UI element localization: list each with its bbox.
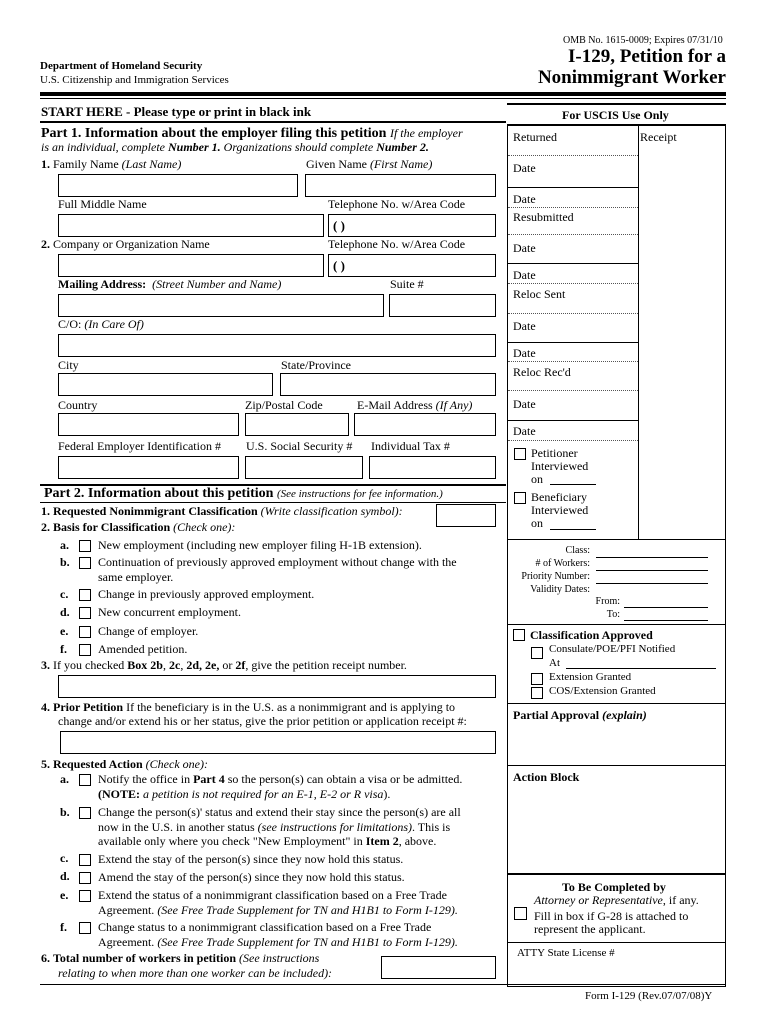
receipt-col-divider [638,125,639,539]
basis-a-letter: a. [60,538,69,552]
action-e-t2: Agreement. [98,903,155,917]
action-b-t2e: . This is [412,820,451,834]
sep-block-d [508,765,726,766]
tbc-title: To Be Completed by [562,880,666,894]
part1-note-line2 [41,140,429,155]
start-here-rule [40,121,506,123]
telephone-label: Telephone No. w/Area Code [328,197,466,211]
action-f-letter: f. [60,920,67,934]
from-line [624,607,708,608]
beneficiary-label: Beneficiary [531,490,587,504]
to-line [624,620,708,621]
reloc-sent-label: Reloc Sent [513,287,566,301]
family-name-label [41,157,181,172]
basis-e-text: Change of employer. [98,624,199,638]
omb-number: OMB No. 1615-0009; Expires 07/31/10 [563,35,723,46]
action-a-letter: a. [60,772,69,786]
tbc-line4: represent the applicant. [534,922,646,936]
basis-b-checkbox[interactable] [79,557,91,569]
p2-q4-number: 4. [41,700,50,714]
action-a-text [98,772,462,787]
from-label: From: [595,596,620,607]
sep-7b [508,440,638,441]
date-label-7: Date [513,397,536,411]
date-label-6: Date [513,346,536,360]
q4-label-text: Prior Petition [53,700,124,714]
basis-d-checkbox[interactable] [79,607,91,619]
action-b-letter: b. [60,805,70,819]
sep-5 [508,342,638,343]
p2-q5-number: 5. [41,757,50,771]
q2-basis-label [41,520,235,535]
class-line [596,557,708,558]
petitioner-interviewed-checkbox[interactable] [514,448,526,460]
action-d-letter: d. [60,869,70,883]
middle-name-input[interactable] [58,214,324,237]
agency-name: U.S. Citizenship and Immigration Services [40,74,229,86]
uscis-column [507,124,726,987]
q5-label-text: Requested Action [53,757,143,771]
action-f-text1: Change status to a nonimmigrant classification based on a Free Trade [98,920,432,934]
action-f-checkbox[interactable] [79,922,91,934]
given-name-label [306,157,432,172]
basis-b-text2: same employer. [98,570,174,584]
tbc-line2a: Attorney or Representative [534,893,663,907]
p2-q1-text: Requested Nonimmigrant Classification [53,504,258,518]
q3-c: , [162,658,166,672]
street-input[interactable] [58,294,384,317]
mailing-text: Mailing Address: [58,277,147,291]
part1-note: If the employer [389,126,463,140]
basis-e-letter: e. [60,624,69,638]
sep-block-f [508,942,726,943]
itin-label: Individual Tax # [371,439,450,453]
sep-1b [508,207,638,208]
to-label: To: [606,609,620,620]
sep-7 [508,420,638,421]
mailing-label [58,277,281,292]
footer-rule [40,984,726,985]
part2-rule-bottom [40,502,506,503]
q4-label [41,700,455,715]
p2-q3-number: 3. [41,658,50,672]
action-f-t2i: (See Free Trade Supplement for TN and H1B1 to Form I-129). [157,935,458,949]
action-c-checkbox[interactable] [79,854,91,866]
state-label: State/Province [281,358,351,372]
date-label-1: Date [513,161,536,175]
action-b-text3 [98,834,436,849]
date-label-8: Date [513,424,536,438]
given-name-hint: (First Name) [369,157,433,171]
action-f-text2 [98,935,458,950]
action-e-letter: e. [60,888,69,902]
co-label [58,317,144,332]
p2-q6-number: 6. [41,951,50,965]
classification-approved-checkbox[interactable] [513,629,525,641]
company-text: Company or Organization Name [53,237,210,251]
q3-g: or [222,658,233,672]
petition-receipt-input[interactable] [58,675,496,698]
sep-4 [508,313,638,314]
receipt-label: Receipt [640,130,677,144]
telephone-input[interactable]: ( ) [328,214,496,237]
zip-input[interactable] [245,413,349,436]
q1-classification-label [41,504,403,519]
class-label: Class: [565,545,590,556]
returned-label: Returned [513,130,557,144]
uscis-rule-top2 [507,124,726,126]
ssn-label: U.S. Social Security # [246,439,353,453]
part1-note-d: Organizations should complete [223,140,374,154]
sep-5b [508,361,638,362]
action-b-t3: available only where you check "New Employment" in [98,834,363,848]
partial-approval-label [513,708,647,723]
basis-b-text: Continuation of previously approved employment without change with the [98,555,457,569]
petitioner-on-line [550,484,596,485]
country-label: Country [58,398,98,412]
at-label: At [549,657,560,669]
ssn-input[interactable] [245,456,363,479]
classification-approved-label: Classification Approved [530,628,653,642]
p2-q2-hint: (Check one): [173,520,236,534]
validity-label: Validity Dates: [530,584,590,595]
fein-label: Federal Employer Identification # [58,439,221,453]
date-label-2: Date [513,192,536,206]
action-b-text2 [98,820,450,835]
basis-d-letter: d. [60,605,70,619]
family-name-input[interactable] [58,174,298,197]
family-name-text: Family Name [53,157,119,171]
form-footer: Form I-129 (Rev.07/07/08)Y [585,990,713,1002]
action-e-checkbox[interactable] [79,890,91,902]
q3-e: , [180,658,184,672]
beneficiary-interviewed-label: Interviewed [531,503,589,517]
priority-label: Priority Number: [521,571,590,582]
q4-text2: change and/or extend his or her status, give the prior petition or application receipt #: [58,714,467,728]
action-a-checkbox[interactable] [79,774,91,786]
sep-block-c [508,703,726,704]
q6-hint2: relating to when more than one worker can be included): [58,966,333,980]
action-c-text: Extend the stay of the person(s) since they now hold this status. [98,852,404,866]
date-label-4: Date [513,268,536,282]
date-label-5: Date [513,319,536,333]
sep-1 [508,187,638,188]
sep-3 [508,263,638,264]
state-input[interactable] [280,373,496,396]
p2-q1-hint: (Write classification symbol): [260,504,403,518]
basis-f-letter: f. [60,642,67,656]
action-b-text1: Change the person(s)' status and extend their stay since the person(s) are all [98,805,461,819]
q2-number: 2. [41,237,50,251]
header-rule-thin [40,98,726,99]
sep-block-e [507,873,726,875]
action-a-note [98,787,390,802]
city-input[interactable] [58,373,273,396]
action-b-t3e: , above. [398,834,437,848]
petitioner-label: Petitioner [531,446,578,460]
q1-number: 1. [41,157,50,171]
priority-line [596,583,708,584]
cos-granted-checkbox[interactable] [531,687,543,699]
basis-a-text: New employment (including new employer filing H-1B extension). [98,538,422,552]
form-title-line1: I-129, Petition for a [568,46,726,67]
q3-b: Box 2b [127,658,163,672]
city-label: City [58,358,79,372]
action-b-t2: now in the U.S. in another status [98,820,255,834]
basis-a-checkbox[interactable] [79,540,91,552]
basis-f-checkbox[interactable] [79,644,91,656]
consulate-notified-label: Consulate/POE/PFI Notified [549,643,676,655]
uscis-title: For USCIS Use Only [562,108,669,122]
country-input[interactable] [58,413,239,436]
beneficiary-interviewed-checkbox[interactable] [514,492,526,504]
basis-c-text: Change in previously approved employment. [98,587,315,601]
beneficiary-on-line [550,529,596,530]
tbc-line2 [534,893,699,908]
workers-label: # of Workers: [535,558,590,569]
action-e-t2i: (See Free Trade Supplement for TN and H1B1 to Form I-129). [157,903,458,917]
at-line [566,668,716,669]
q5-label [41,757,208,772]
family-name-hint: (Last Name) [121,157,182,171]
workers-line [596,570,708,571]
suite-label: Suite # [390,277,424,291]
q3-f: 2d, 2e, [186,658,220,672]
partial-text: Partial Approval [513,708,600,722]
atty-license-label: ATTY State License # [517,947,615,959]
action-a-note3: ). [383,787,391,801]
q4-text: If the beneficiary is in the U.S. as a nonimmigrant and is applying to [126,700,456,714]
q6-hint: (See instructions [239,951,320,965]
part1-note-e: Number 2. [376,140,429,154]
cos-granted-label: COS/Extension Granted [549,685,656,697]
basis-d-text: New concurrent employment. [98,605,241,619]
consulate-notified-checkbox[interactable] [531,647,543,659]
action-e-text1: Extend the status of a nonimmigrant classification based on a Free Trade [98,888,447,902]
q5-hint: (Check one): [145,757,208,771]
extension-granted-label: Extension Granted [549,671,632,683]
telephone2-label: Telephone No. w/Area Code [328,237,466,251]
start-here: START HERE - Please type or print in black ink [41,104,312,119]
action-b-t3b: Item 2 [365,834,399,848]
petitioner-interviewed-label: Interviewed [531,459,589,473]
sep-block-b [508,624,726,625]
action-a-t1: Notify the office in [98,772,191,786]
email-hint: (If Any) [435,398,473,412]
petitioner-on-label: on [531,472,543,486]
middle-name-label: Full Middle Name [58,197,147,211]
co-text: C/O: [58,317,82,331]
prior-receipt-input[interactable] [60,731,496,754]
email-text: E-Mail Address [357,398,433,412]
action-block-label: Action Block [513,770,580,784]
sep-block-a [508,539,726,540]
telephone2-input[interactable]: ( ) [328,254,496,277]
form-title-line2: Nonimmigrant Worker [537,67,726,88]
q6-text: Total number of workers in petition [53,951,237,965]
email-label [357,398,472,413]
classification-input[interactable] [436,504,496,527]
basis-e-checkbox[interactable] [79,626,91,638]
co-hint: (In Care Of) [84,317,144,331]
sep-2 [508,234,638,235]
action-a-t2: Part 4 [193,772,225,786]
part2-title: Part 2. Information about this petition [44,486,274,501]
itin-input[interactable] [369,456,496,479]
uscis-rule-top [507,103,726,105]
company-input[interactable] [58,254,324,277]
department-name: Department of Homeland Security [40,60,203,72]
q3-label [41,658,407,673]
p2-q2-text: Basis for Classification [53,520,171,534]
part1-note-b: is an individual, complete [41,140,165,154]
part1-note-c: Number 1. [167,140,221,154]
given-name-text: Given Name [306,157,367,171]
action-a-note1: (NOTE: [98,787,140,801]
email-input[interactable] [354,413,496,436]
basis-c-letter: c. [60,587,69,601]
total-workers-input[interactable] [381,956,496,979]
date-label-3: Date [513,241,536,255]
action-e-text2 [98,903,458,918]
beneficiary-on-label: on [531,516,543,530]
resubmitted-label: Resubmitted [513,210,574,224]
p2-q1-number: 1. [41,504,50,518]
reloc-recd-label: Reloc Rec'd [513,365,571,379]
action-a-t3: so the person(s) can obtain a visa or be admitted. [227,772,463,786]
partial-hint: (explain) [602,708,647,722]
action-b-checkbox[interactable] [79,807,91,819]
action-d-text: Amend the stay of the person(s) since they now hold this status. [98,870,405,884]
care-of-input[interactable] [58,334,496,357]
q3-i: , give the petition receipt number. [245,658,407,672]
q3-a: If you checked [53,658,125,672]
action-a-note2: a petition is not required for an E-1, E-2 or R visa [143,787,384,801]
q6-label [41,951,319,966]
sep-6 [508,390,638,391]
company-label [41,237,210,252]
basis-c-checkbox[interactable] [79,589,91,601]
tbc-line2b: , if any. [662,893,699,907]
part1-title: Part 1. Information about the employer filing this petition [41,126,387,141]
p2-q2-number: 2. [41,520,50,534]
q3-h: 2f [235,658,246,672]
header-rule [40,92,726,96]
basis-b-letter: b. [60,555,70,569]
action-c-letter: c. [60,851,69,865]
part2-title-hint: (See instructions for fee information.) [276,488,443,500]
suite-input[interactable] [389,294,496,317]
zip-label: Zip/Postal Code [245,398,323,412]
action-d-checkbox[interactable] [79,872,91,884]
mailing-hint: (Street Number and Name) [152,277,282,291]
extension-granted-checkbox[interactable] [531,673,543,685]
tbc-line3: Fill in box if G-28 is attached to [534,909,689,923]
basis-f-text: Amended petition. [98,642,188,656]
g28-checkbox[interactable] [514,907,527,920]
action-f-t2: Agreement. [98,935,155,949]
given-name-input[interactable] [305,174,496,197]
returned-sep [508,155,638,156]
sep-3b [508,283,638,284]
fein-input[interactable] [58,456,239,479]
q3-d: 2c [168,658,181,672]
action-b-t2i: (see instructions for limitations) [257,820,412,834]
part2-title-line [44,486,443,502]
